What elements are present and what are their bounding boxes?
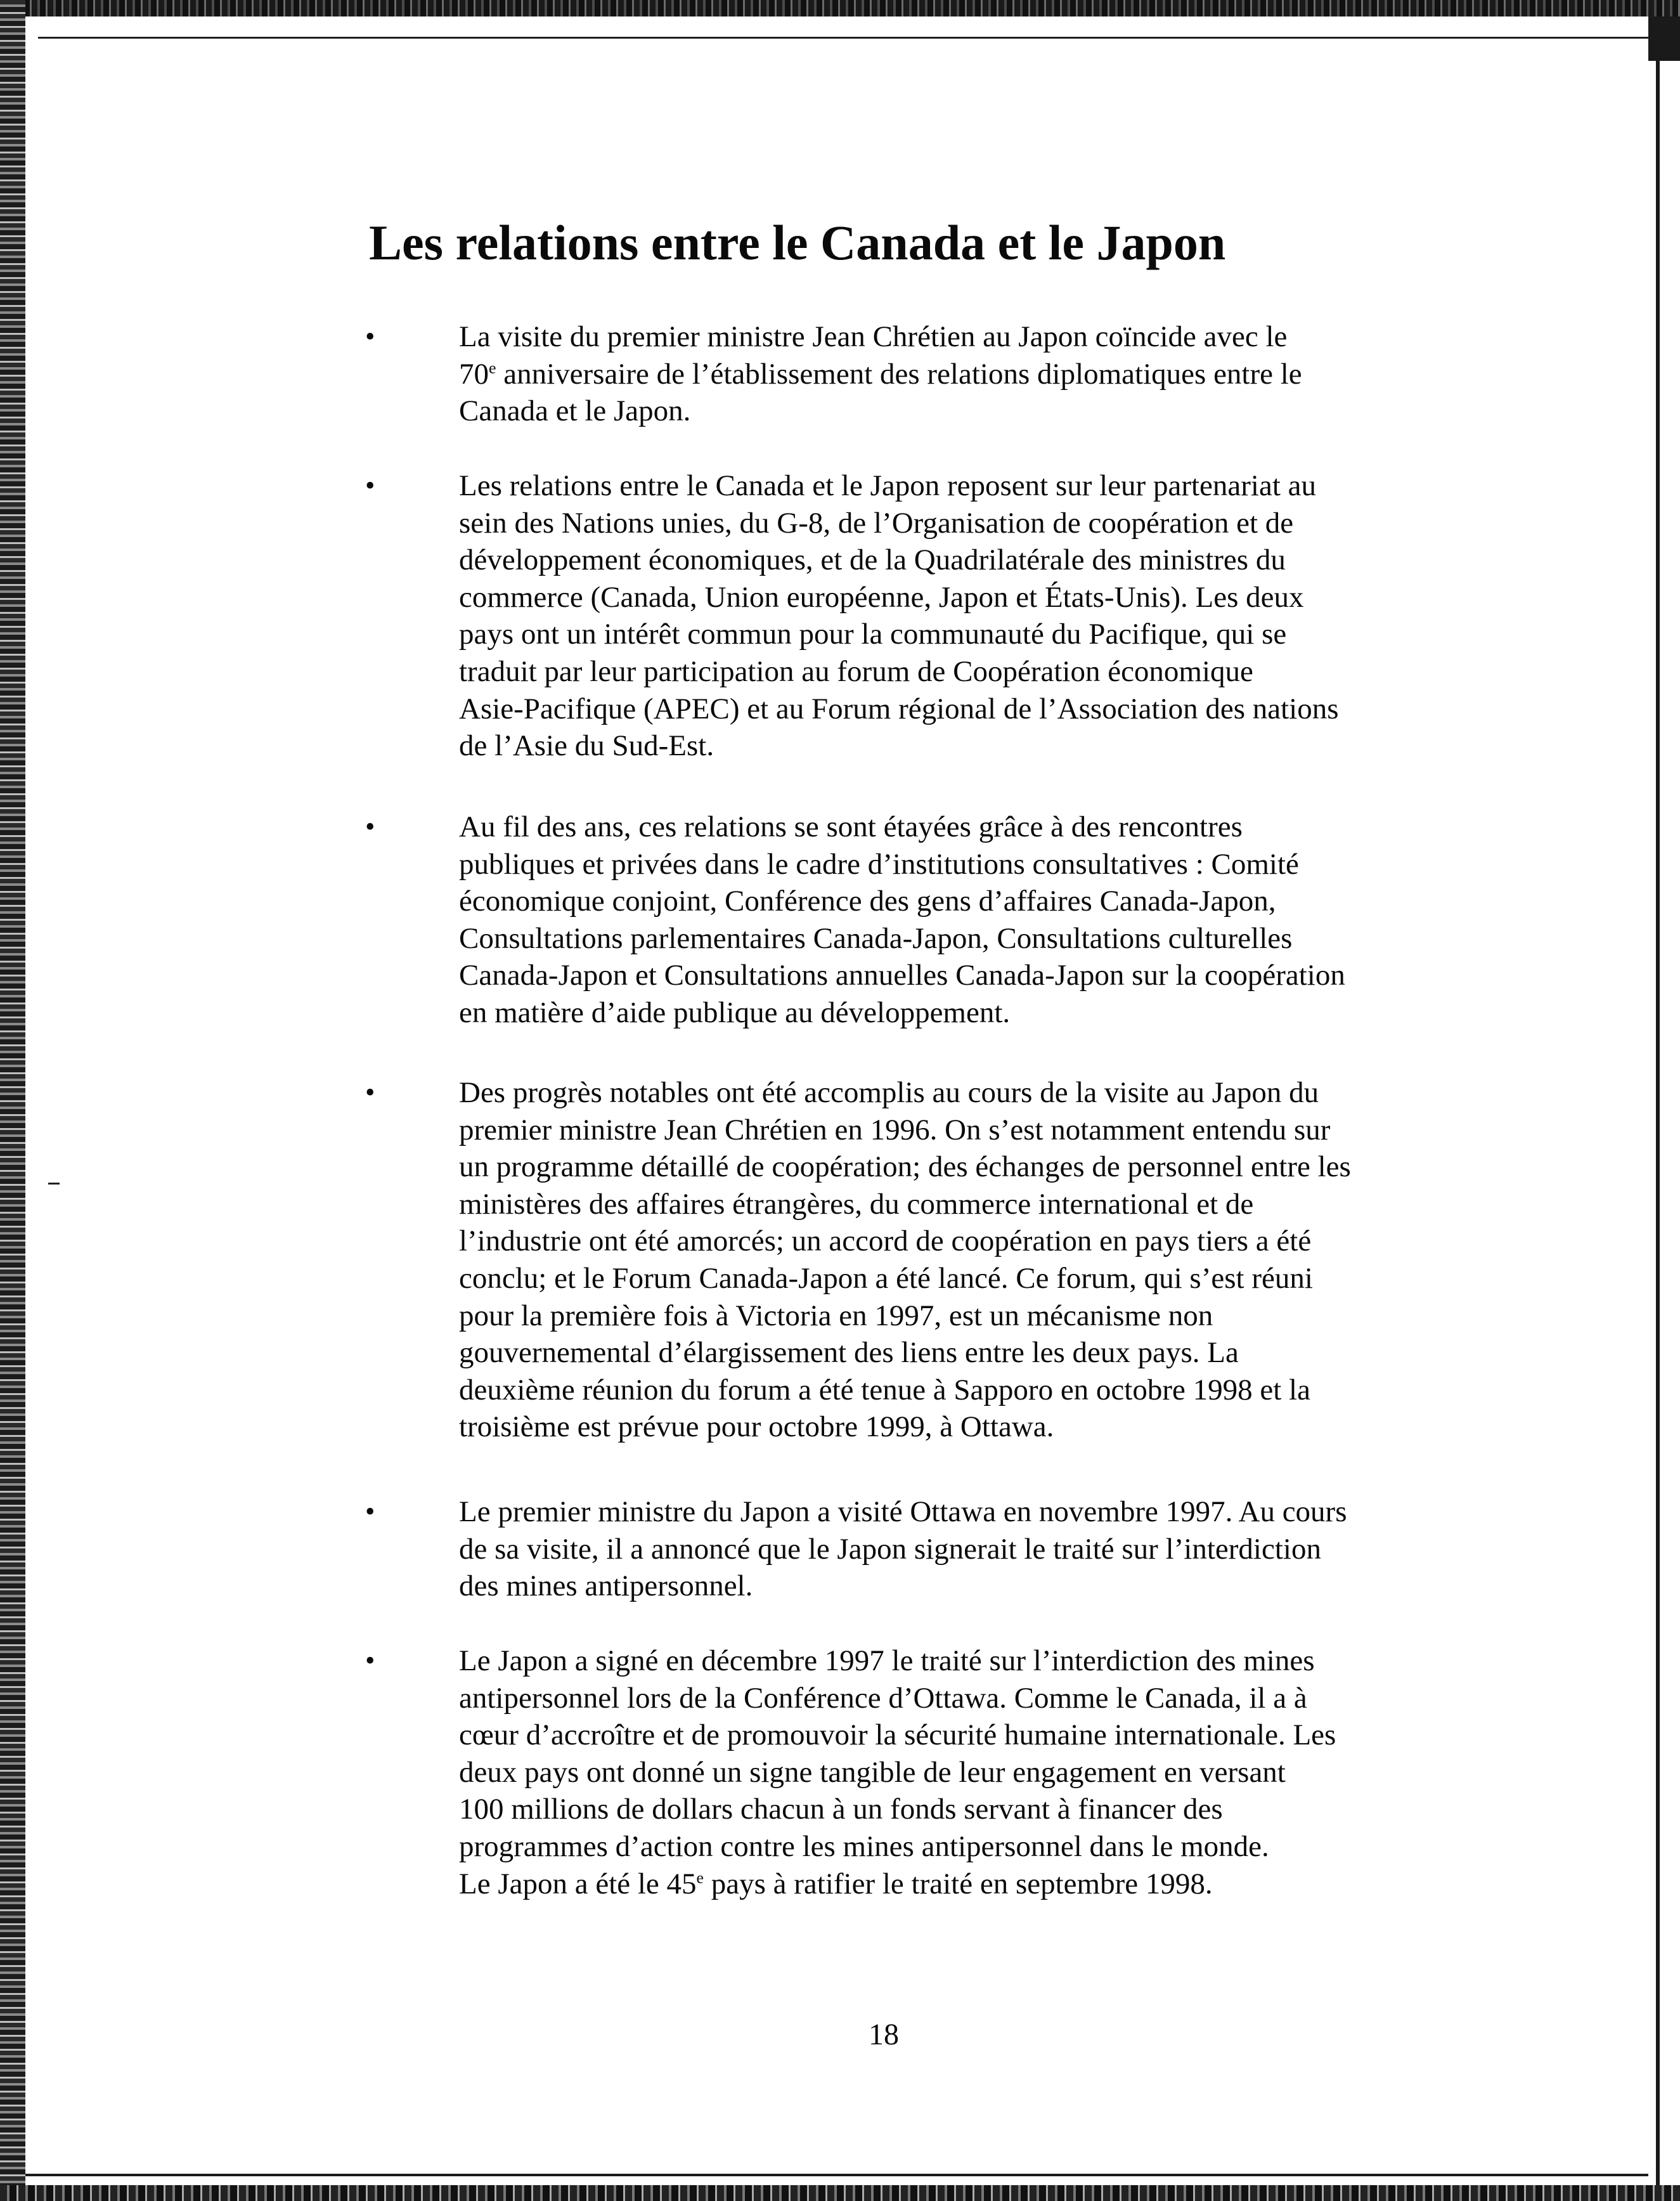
list-item-text: Le Japon a signé en décembre 1997 le traité sur l’interdiction des mines antipersonnel lors de la Conférence d’Ottawa. Comme le Canada, il a à cœur d’accroître et de promouvoir la sécurité humaine internationale. Les deux pays ont donné un signe tangible de leur engagement en versant 100 millions de dollars chacun à un fonds servant à financer des programmes d’action contre les mines antipersonnel dans le monde. Le Japon a été le 45e pays à ratifier le traité en septembre 1998. bbox=[459, 1644, 1336, 1900]
list-item-text: Des progrès notables ont été accomplis au cours de la visite au Japon du premier ministre Jean Chrétien en 1996. On s’est notamment entendu sur un programme détaillé de coopération; des échanges de personnel entre les ministères des affaires étrangères, du commerce international et de l’industrie ont été amorcés; un accord de coopération en pays tiers a été conclu; et le Forum Canada-Japon a été lancé. Ce forum, qui s’est réuni pour la première fois à Victoria en 1997, est un mécanisme non gouvernemental d’élargissement des liens entre les deux pays. La deuxième réunion du forum a été tenue à Sapporo en octobre 1998 et la troisième est prévue pour octobre 1999, à Ottawa. bbox=[459, 1076, 1351, 1444]
scan-edge-left bbox=[0, 0, 25, 2201]
scan-edge-right bbox=[1656, 57, 1660, 2188]
bullet-icon: • bbox=[365, 1645, 375, 1676]
list-item-text: Les relations entre le Canada et le Japon reposent sur leur partenariat au sein des Nations unies, du G-8, de l’Organisation de coopération et de développement économiques, et de la Quadrilatérale des ministres du commerce (Canada, Union européenne, Japon et États-Unis). Les deux pays ont un intérêt commun pour la communauté du Pacifique, qui se traduit par leur participation au forum de Coopération économique Asie-Pacifique (APEC) et au Forum régional de l’Association des nations de l’Asie du Sud-Est. bbox=[459, 469, 1339, 763]
bullet-icon: • bbox=[365, 1496, 375, 1527]
page-number: 18 bbox=[869, 2018, 899, 2051]
bullet-icon: • bbox=[365, 1077, 375, 1108]
scan-corner-top-right bbox=[1648, 16, 1680, 61]
scan-edge-top bbox=[0, 0, 1680, 16]
scan-rule-top bbox=[38, 37, 1667, 39]
bullet-icon: • bbox=[365, 811, 375, 842]
margin-mark bbox=[48, 1183, 60, 1185]
list-item-text: La visite du premier ministre Jean Chrétien au Japon coïncide avec le 70e anniversaire de l’établissement des relations diplomatiques entre le Canada et le Japon. bbox=[459, 320, 1302, 428]
bullet-icon: • bbox=[365, 470, 375, 501]
scan-edge-bottom bbox=[0, 2185, 1680, 2201]
list-item-text: Au fil des ans, ces relations se sont étayées grâce à des rencontres publiques et privées dans le cadre d’institutions consultatives : Comité économique conjoint, Conférence des gens d’affaires Canada-Japon, Consultations parlementaires Canada-Japon, Consultations culturelles Canada-Japon et Consultations annuelles Canada-Japon sur la coopération en matière d’aide publique au développement. bbox=[459, 810, 1345, 1029]
list-item-text: Le premier ministre du Japon a visité Ottawa en novembre 1997. Au cours de sa visite, il a annoncé que le Japon signerait le traité sur l’interdiction des mines antipersonnel. bbox=[459, 1495, 1347, 1603]
bullet-icon: • bbox=[365, 321, 375, 352]
scan-rule-bottom bbox=[25, 2174, 1648, 2176]
page-title: Les relations entre le Canada et le Japon bbox=[369, 215, 1226, 270]
